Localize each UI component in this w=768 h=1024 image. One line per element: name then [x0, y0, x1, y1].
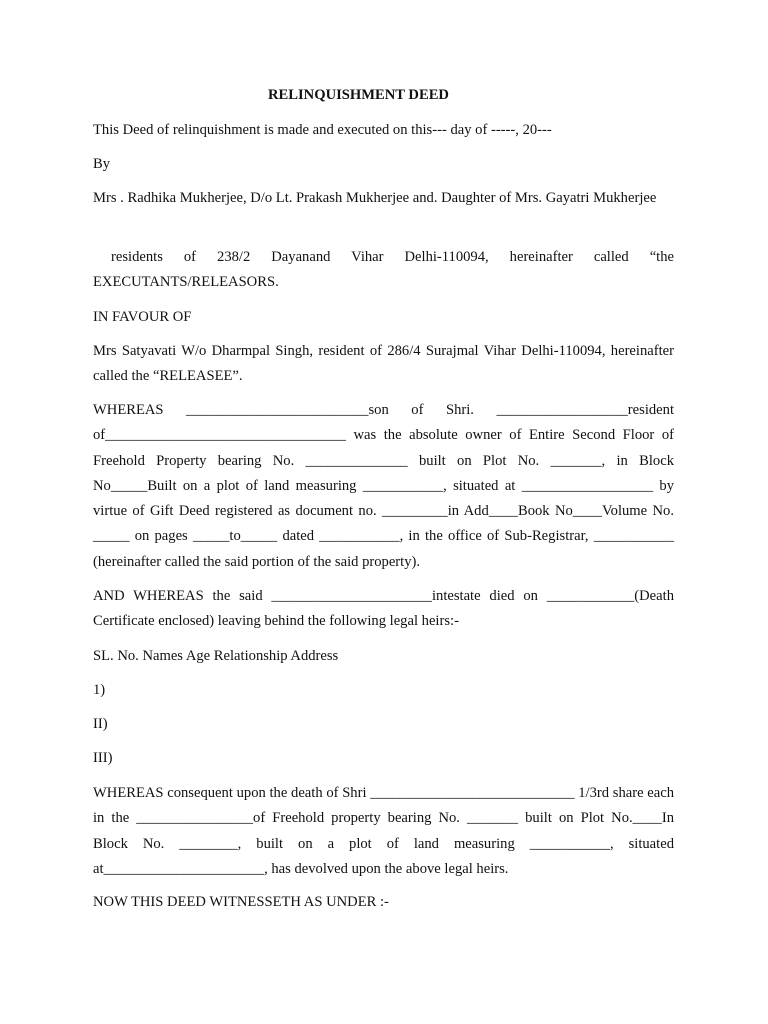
heir-row-2: II)	[93, 716, 108, 732]
now-this-deed-heading: NOW THIS DEED WITNESSETH AS UNDER :-	[93, 894, 389, 910]
intro-paragraph: This Deed of relinquishment is made and executed on this--- day of -----, 20---	[93, 122, 552, 138]
in-favour-heading: IN FAVOUR OF	[93, 309, 192, 325]
residents-paragraph	[93, 245, 674, 296]
document-title: RELINQUISHMENT DEED	[268, 87, 449, 103]
executant-name-paragraph: Mrs . Radhika Mukherjee, D/o Lt. Prakash Mukherjee and. Daughter of Mrs. Gayatri Mukherjee	[93, 190, 657, 206]
whereas-devolution-paragraph: WHEREAS consequent upon the death of Shri ____________________________ 1/3rd share each in the ________________of Freehold property bearing No. _______ built on Plot No.____In Block No. ________, built on a plot of land measuring ___________, situated at______________________, has devolved upon the above legal heirs.	[93, 785, 674, 877]
heir-row-3: III)	[93, 750, 113, 766]
by-label: By	[93, 156, 111, 172]
residents-text: residents of 238/2 Dayanand Vihar Delhi-110094, hereinafter called “the EXECUTANTS/RELEASORS.	[93, 249, 674, 291]
releasee-paragraph: Mrs Satyavati W/o Dharmpal Singh, resident of 286/4 Surajmal Vihar Delhi-110094, hereinafter called the “RELEASEE”.	[93, 343, 674, 385]
heirs-table-header: SL. No. Names Age Relationship Address	[93, 648, 339, 664]
whereas-ownership-paragraph: WHEREAS _________________________son of Shri. __________________resident of_________________________________ was the absolute owner of Entire Second Floor of Freehold Property bearing No. ______________ built on Plot No. _______, in Block No_____Built on a plot of land measuring ___________, situated at __________________ by virtue of Gift Deed registered as document no. _________in Add____Book No____Volume No. _____ on pages _____to_____ dated ___________, in the office of Sub-Registrar, ___________ (hereinafter called the said portion of the said property).	[93, 402, 674, 570]
and-whereas-paragraph: AND WHEREAS the said ______________________intestate died on ____________(Death Certificate enclosed) leaving behind the following legal heirs:-	[93, 588, 674, 630]
heir-row-1: 1)	[93, 682, 106, 698]
